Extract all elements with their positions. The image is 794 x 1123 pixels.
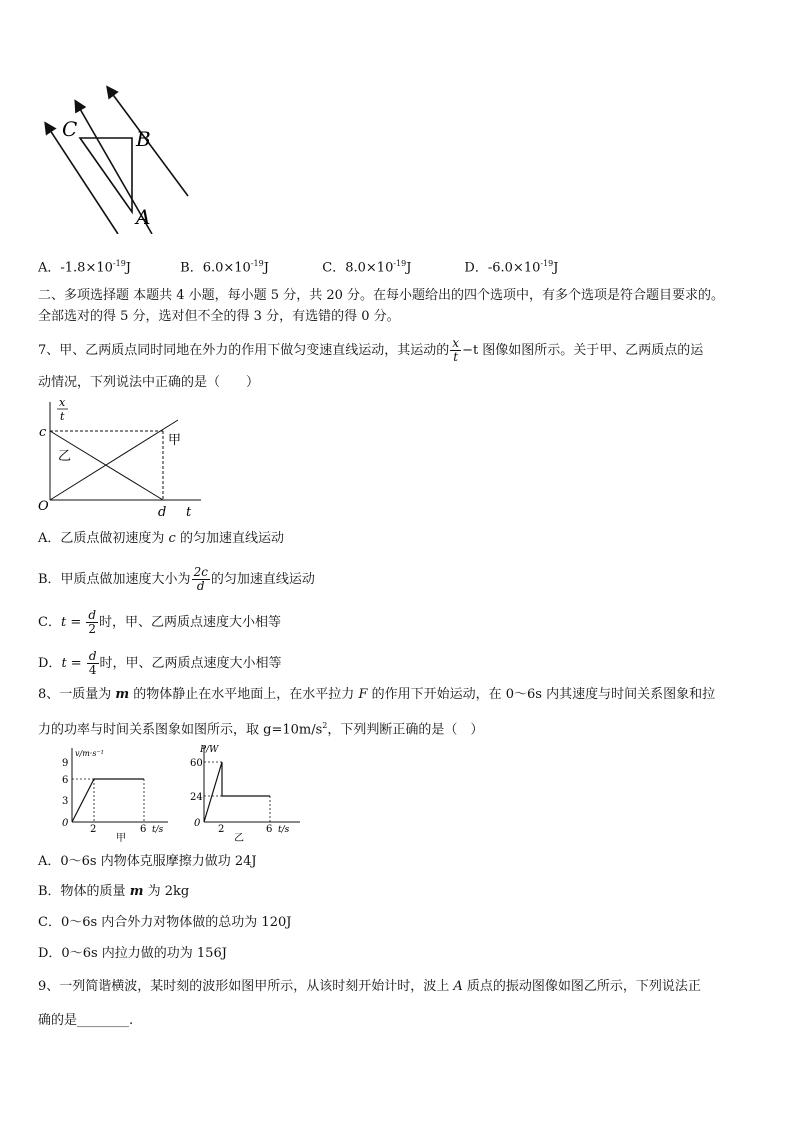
y-label-num: x (59, 396, 66, 409)
x-axis-label: t/s (152, 825, 164, 835)
section2-line2: 全部选对的得 5 分，选对但不全的得 3 分，有选错的得 0 分。 (38, 309, 400, 324)
q8-option-b[interactable]: B．物体的质量 m 为 2kg (38, 884, 190, 899)
tick-x2: 2 (218, 824, 225, 835)
q6-options (38, 256, 558, 276)
c-label: c (39, 425, 47, 440)
triangle-abc (80, 138, 132, 212)
q7-stem-line1: 7、甲、乙两质点同时同地在外力的作用下做匀变速直线运动，其运动的 $\frac{x}{t}$ −t 图像如图所示。关于甲、乙两质点的运 (38, 336, 704, 364)
q6-option-d[interactable]: D．$-6.0\times 10^{-19}J$ (464, 259, 559, 276)
q6-figure (40, 84, 200, 234)
tick-24: 24 (190, 792, 203, 803)
tick-x2: 2 (90, 824, 97, 835)
origin: 0 (62, 818, 69, 829)
tick-3: 3 (62, 796, 69, 807)
d-label: d (158, 505, 167, 520)
origin-label: O (38, 499, 49, 514)
q7-option-b[interactable]: B．甲质点做加速度大小为 $\frac{2c}{d}$ 的匀加速直线运动 (38, 565, 315, 593)
q7-option-c[interactable]: C．t = $\frac{d}{2}$ 时，甲、乙两质点速度大小相等 (38, 608, 282, 636)
q8-graph-power (190, 742, 310, 842)
yi-label: 乙 (58, 449, 72, 464)
tick-60: 60 (190, 758, 203, 769)
q7-option-b-fraction: $\frac{2c}{d}$ (193, 565, 208, 593)
label-b: B (136, 127, 151, 151)
t-label: t (186, 505, 192, 520)
q8-stem-line1: 8、一质量为 m 的物体静止在水平地面上，在水平拉力 F 的作用下开始运动，在 0～6s 内其速度与时间关系图象和拉 (38, 687, 716, 702)
jia-label: 甲 (168, 433, 182, 448)
q7-option-a[interactable]: A．乙质点做初速度为 c 的匀加速直线运动 (38, 531, 284, 546)
label-a: A (136, 205, 151, 229)
q8-option-c[interactable]: C．0～6s 内合外力对物体做的总功为 120J (38, 915, 292, 930)
velocity-line (72, 779, 144, 822)
y-axis-label: P/W (200, 745, 219, 755)
tick-x6: 6 (266, 824, 273, 835)
q6-option-c[interactable]: C．$8.0\times 10^{-19}J$ (322, 259, 412, 276)
power-line (204, 762, 270, 822)
tick-9: 9 (62, 758, 69, 769)
y-axis-label: v/m·s⁻¹ (75, 749, 104, 758)
q7-graph (36, 396, 206, 520)
section2-line1: 二、多项选择题 本题共 4 小题，每小题 5 分，共 20 分。在每小题给出的四个选项中，有多个选项是符合题目要求的。 (38, 288, 725, 303)
caption-yi: 乙 (234, 833, 244, 842)
label-c: C (62, 117, 78, 141)
q8-option-d[interactable]: D．0～6s 内拉力做的功为 156J (38, 946, 227, 961)
q7-option-d-fraction: $\frac{d}{4}$ (88, 649, 97, 677)
q8-stem-line2: 力的功率与时间关系图象如图所示，取 $g=10m/s^2$，下列判断正确的是（ ） (38, 721, 484, 738)
origin: 0 (194, 818, 201, 829)
q8-graph-velocity (58, 744, 178, 842)
q6-option-a[interactable]: A．$-1.8\times 10^{-19}J$ (38, 259, 132, 276)
caption-jia: 甲 (116, 833, 126, 842)
x-axis-label: t/s (278, 825, 290, 835)
y-label-den: t (60, 410, 65, 423)
q7-stem-line2: 动情况，下列说法中正确的是（ ） (38, 375, 260, 390)
q7-option-d[interactable]: D．t = $\frac{d}{4}$ 时，甲、乙两质点速度大小相等 (38, 649, 282, 677)
tick-x6: 6 (140, 824, 147, 835)
tick-6: 6 (62, 775, 69, 786)
q7-option-c-fraction: $\frac{d}{2}$ (88, 608, 97, 636)
q9-stem-line1: 9、一列简谐横波，某时刻的波形如图甲所示，从该时刻开始计时，波上 A 质点的振动图像如图乙所示，下列说法正 (38, 979, 701, 994)
q6-option-b[interactable]: B．$6.0\times 10^{-19}J$ (180, 259, 269, 276)
q8-option-a[interactable]: A．0～6s 内物体克服摩擦力做功 24J (38, 854, 257, 869)
q9-stem-line2: 确的是________. (38, 1013, 134, 1028)
q7-stem-fraction: $\frac{x}{t}$ (452, 336, 460, 364)
